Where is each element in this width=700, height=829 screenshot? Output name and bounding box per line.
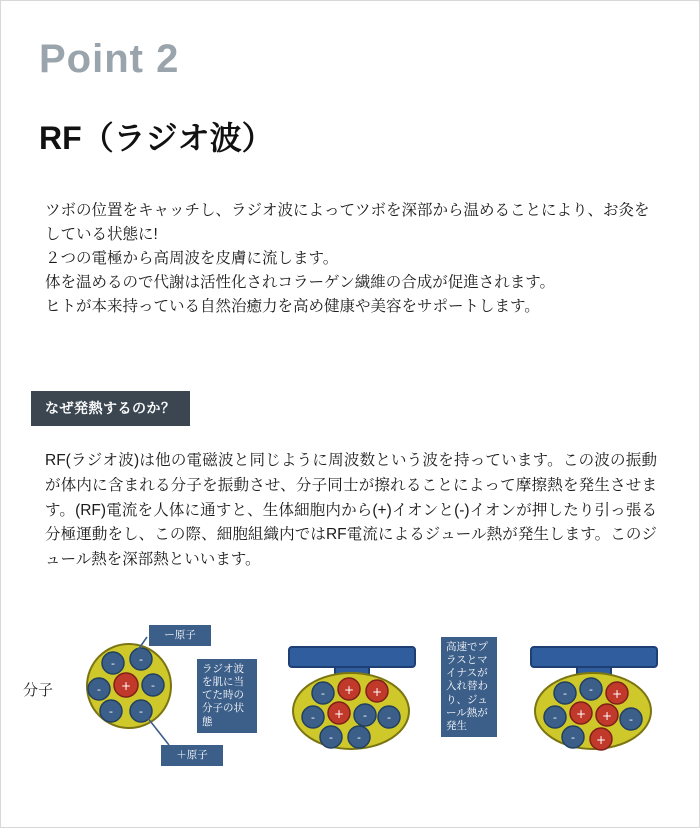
svg-text:-: -: [111, 657, 115, 670]
molecule-2: [289, 647, 415, 749]
svg-text:-: -: [363, 709, 367, 722]
svg-text:-: -: [553, 711, 557, 724]
intro-text: [45, 199, 663, 319]
svg-text:+: +: [575, 707, 587, 721]
point-label: Point 2: [39, 37, 180, 81]
molecule-3: [531, 647, 657, 750]
molecule-1: [87, 637, 171, 745]
intro-line-4: ヒトが本来持っている自然治癒力を高め健康や美容をサポートします。: [45, 298, 540, 316]
svg-text:-: -: [571, 731, 575, 744]
svg-text:-: -: [329, 731, 333, 744]
callout-plus-atom: ＋原子: [161, 745, 223, 766]
page-title: RF（ラジオ波）: [39, 120, 274, 156]
svg-text:+: +: [611, 687, 623, 701]
svg-text:+: +: [595, 733, 607, 747]
section-heading-badge: なぜ発熱するのか？: [31, 391, 190, 426]
intro-line-1: ツボの位置をキャッチし、ラジオ波によってツボを深部から温めることにより、お灸をしている状態に!: [45, 202, 650, 244]
svg-text:-: -: [629, 713, 633, 726]
svg-text:+: +: [601, 709, 613, 723]
intro-line-3: 体を温めるので代謝は活性化されコラーゲン繊維の合成が促進されます。: [45, 274, 555, 292]
callout-minus-atom: ー原子: [149, 625, 211, 646]
svg-text:-: -: [139, 705, 143, 718]
svg-text:-: -: [387, 711, 391, 724]
section-body-paragraph: RF(ラジオ波)は他の電磁波と同じように周波数という波を持っています。この波の振動が体内に含まれる分子を振動させ、分子同士が擦れることによって摩擦熱を発生させます。(RF)電流を人体に通すと、生体細胞内から(+)イオンと(-)イオンが押したり引っ張る分極運動をし、この際、細胞組織内ではRF電流によるジュール熱が発生します。このジュール熱を深部熱といいます。: [45, 452, 657, 569]
svg-text:+: +: [120, 679, 132, 693]
svg-text:-: -: [97, 683, 101, 696]
svg-text:-: -: [151, 679, 155, 692]
svg-text:-: -: [311, 711, 315, 724]
svg-text:+: +: [371, 685, 383, 699]
molecule-diagram: [1, 601, 700, 829]
svg-text:-: -: [589, 683, 593, 696]
svg-text:+: +: [333, 707, 345, 721]
callout-radio-wave: ラジオ波を肌に当てた時の分子の状態: [197, 659, 257, 733]
figure-caption-molecule: 分子: [23, 682, 54, 699]
callout-joule-heat: 高速でプラスとマイナスが入れ替わり、ジュール熱が発生: [441, 637, 497, 737]
svg-text:+: +: [343, 683, 355, 697]
section-body-text: [45, 449, 657, 573]
svg-text:-: -: [139, 653, 143, 666]
svg-text:-: -: [109, 705, 113, 718]
intro-line-2: ２つの電極から高周波を皮膚に流します。: [45, 250, 339, 268]
molecule-illustration: [1, 601, 700, 829]
svg-text:-: -: [357, 731, 361, 744]
svg-text:-: -: [563, 687, 567, 700]
svg-text:-: -: [321, 687, 325, 700]
